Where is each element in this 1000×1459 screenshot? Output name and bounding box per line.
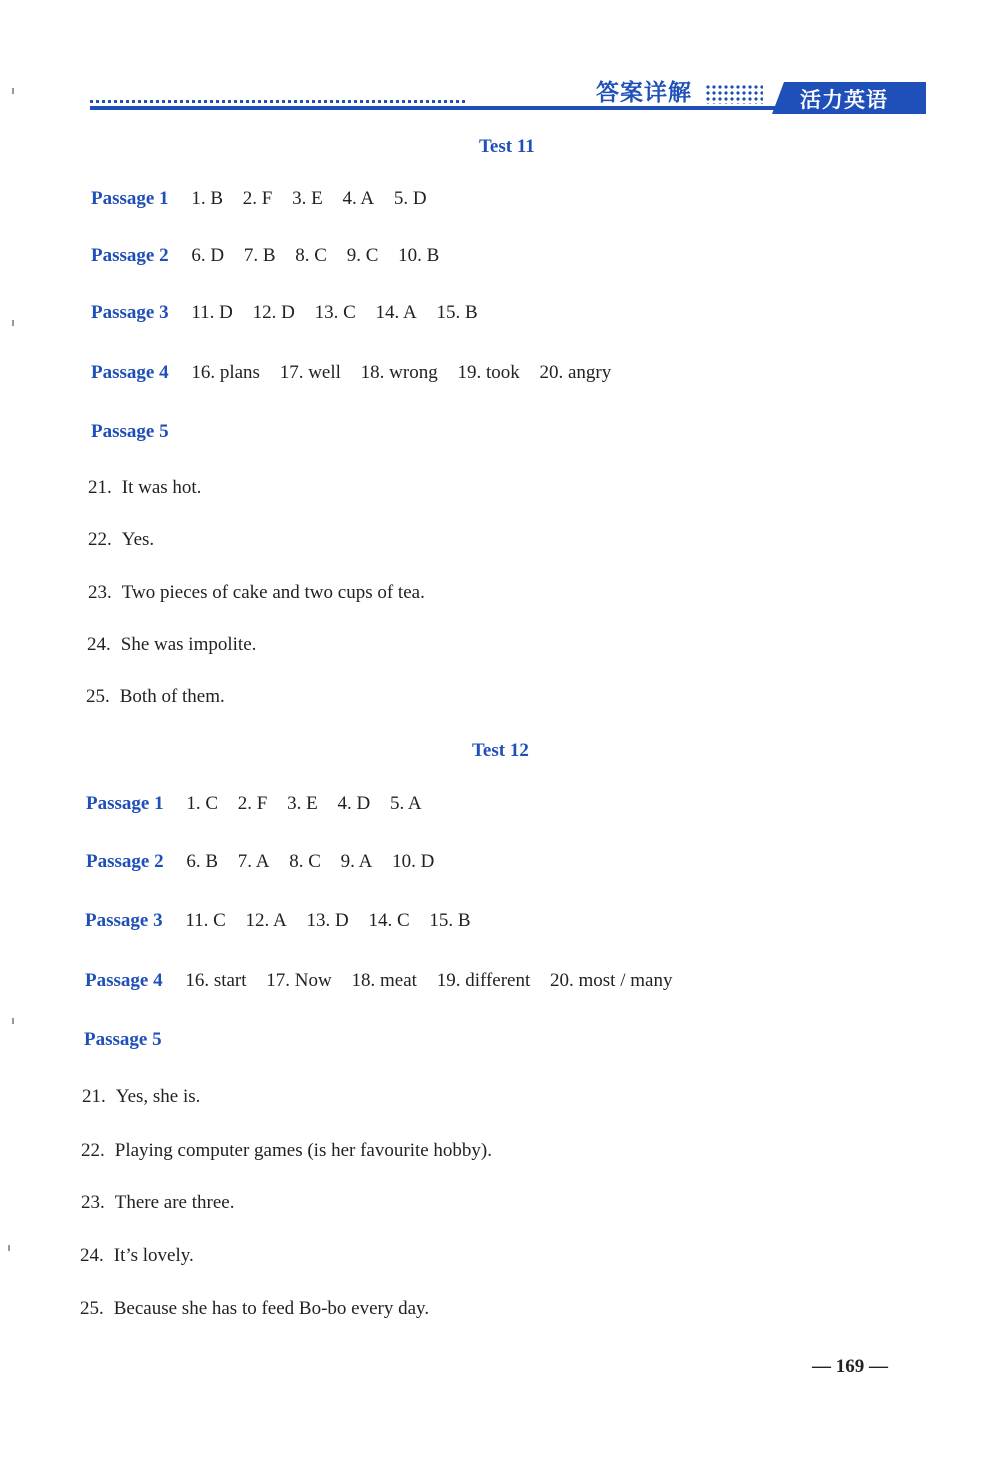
- answer: 16. plans: [191, 362, 260, 383]
- qa-item: [87, 634, 256, 656]
- answer: 3. E: [292, 188, 323, 209]
- margin-mark: [12, 320, 14, 326]
- qa-answer: Yes.: [121, 529, 155, 550]
- qa-number: 23.: [81, 1192, 105, 1213]
- page-header: [0, 0, 1000, 130]
- answer: 10. D: [392, 851, 435, 872]
- qa-answer: Playing computer games (is her favourite hobby).: [114, 1140, 493, 1161]
- answer: 11. D: [191, 302, 233, 323]
- answer: 12. A: [245, 910, 287, 931]
- answer: 1. C: [186, 793, 219, 814]
- qa-number: 24.: [80, 1245, 104, 1266]
- qa-item: [81, 1192, 234, 1214]
- passage-row: [91, 362, 626, 384]
- page-number: — 169 —: [812, 1356, 888, 1377]
- margin-mark: [12, 1018, 14, 1024]
- answer: 2. F: [242, 188, 273, 209]
- passage-label: Passage 4: [91, 362, 169, 383]
- passage-label: Passage 3: [91, 302, 169, 323]
- qa-item: [86, 686, 225, 708]
- answer: 18. wrong: [360, 362, 438, 383]
- passage-row: [86, 851, 449, 873]
- answer: 18. meat: [351, 970, 417, 991]
- answer: 11. C: [185, 910, 226, 931]
- passage-label: Passage 1: [91, 188, 169, 209]
- answer: 6. B: [186, 851, 219, 872]
- answer: 5. A: [389, 793, 422, 814]
- passage-row: [86, 793, 437, 815]
- header-title: 答案详解: [596, 80, 692, 106]
- answer: 17. Now: [266, 970, 332, 991]
- qa-item: [88, 477, 201, 499]
- qa-answer: Yes, she is.: [115, 1086, 201, 1107]
- qa-number: 21.: [88, 477, 112, 498]
- qa-number: 25.: [80, 1298, 104, 1319]
- qa-number: 21.: [82, 1086, 106, 1107]
- header-badge: 活力英语: [800, 88, 888, 112]
- passage-label: Passage 1: [86, 793, 164, 814]
- answer: 4. D: [337, 793, 371, 814]
- qa-number: 22.: [88, 529, 112, 550]
- answer: 14. C: [368, 910, 410, 931]
- answer: 17. well: [279, 362, 341, 383]
- qa-answer: Both of them.: [119, 686, 225, 707]
- passage-label: Passage 5: [84, 1029, 162, 1050]
- answer: 7. A: [237, 851, 270, 872]
- qa-item: [80, 1245, 194, 1267]
- passage-row: [91, 245, 454, 267]
- answer: 15. B: [436, 302, 478, 323]
- qa-answer: There are three.: [114, 1192, 235, 1213]
- dot-pattern-decoration: [705, 84, 763, 104]
- margin-mark: [8, 1245, 10, 1251]
- qa-number: 23.: [88, 582, 112, 603]
- passage-row: [85, 910, 486, 932]
- answer: 16. start: [185, 970, 247, 991]
- passage-label: Passage 2: [91, 245, 169, 266]
- answer: 8. C: [295, 245, 327, 266]
- qa-item: [82, 1086, 200, 1108]
- test-title: Test 11: [479, 136, 535, 157]
- answer: 14. A: [375, 302, 417, 323]
- answer: 3. E: [287, 793, 318, 814]
- qa-answer: It’s lovely.: [113, 1245, 194, 1266]
- dotted-rule: [90, 100, 465, 103]
- passage-row: [91, 188, 442, 210]
- margin-mark: [12, 88, 14, 94]
- qa-answer: Two pieces of cake and two cups of tea.: [121, 582, 425, 603]
- answer: 7. B: [243, 245, 276, 266]
- qa-number: 22.: [81, 1140, 105, 1161]
- qa-item: [80, 1298, 429, 1320]
- passage-row: [84, 1029, 180, 1051]
- passage-label: Passage 2: [86, 851, 164, 872]
- qa-answer: Because she has to feed Bo-bo every day.: [113, 1298, 430, 1319]
- passage-label: Passage 4: [85, 970, 163, 991]
- answer: 19. took: [457, 362, 520, 383]
- answer: 4. A: [342, 188, 375, 209]
- passage-row: [91, 302, 493, 324]
- answer: 19. different: [436, 970, 531, 991]
- qa-item: [81, 1140, 492, 1162]
- passage-label: Passage 5: [91, 421, 169, 442]
- answer: 13. D: [306, 910, 349, 931]
- answer: 20. most / many: [550, 970, 673, 991]
- test-title: Test 12: [472, 740, 529, 761]
- answer: 9. C: [346, 245, 379, 266]
- passage-row: [85, 970, 687, 992]
- answer: 6. D: [191, 245, 225, 266]
- answer: 12. D: [252, 302, 295, 323]
- answer: 1. B: [191, 188, 224, 209]
- qa-item: [88, 529, 154, 551]
- answer: 2. F: [237, 793, 268, 814]
- answer: 8. C: [289, 851, 321, 872]
- passage-row: [91, 421, 187, 443]
- qa-number: 25.: [86, 686, 110, 707]
- answer: 10. B: [398, 245, 440, 266]
- answer: 15. B: [429, 910, 471, 931]
- qa-answer: She was impolite.: [120, 634, 257, 655]
- passage-label: Passage 3: [85, 910, 163, 931]
- answer: 5. D: [393, 188, 427, 209]
- answer: 13. C: [314, 302, 356, 323]
- answer: 20. angry: [539, 362, 612, 383]
- qa-number: 24.: [87, 634, 111, 655]
- qa-answer: It was hot.: [121, 477, 202, 498]
- answer: 9. A: [340, 851, 373, 872]
- qa-item: [88, 582, 425, 604]
